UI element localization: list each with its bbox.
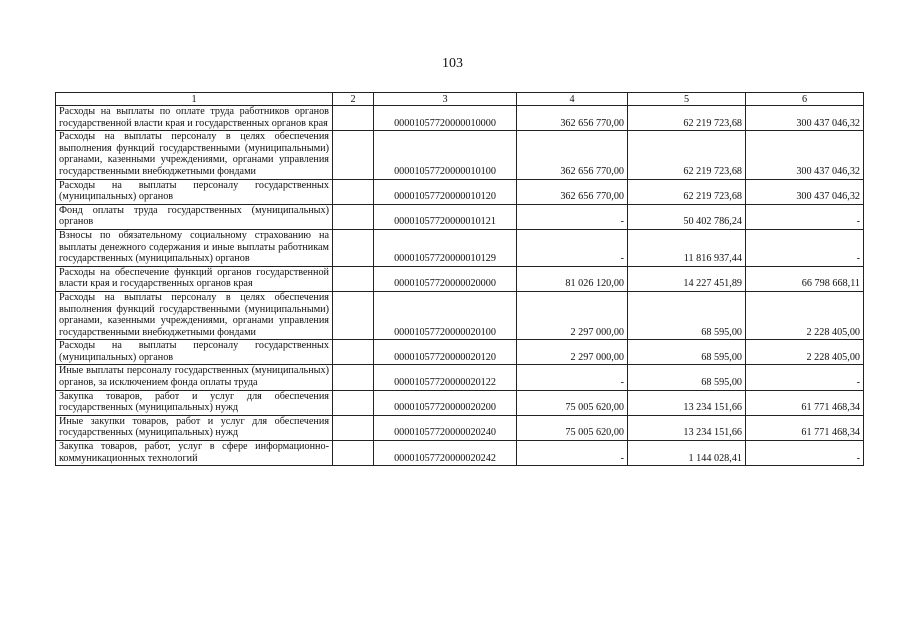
row-col4-cell: 362 656 770,00 — [517, 106, 628, 131]
row-col5-cell: 62 219 723,68 — [628, 131, 746, 179]
row-col2-cell — [333, 365, 374, 390]
header-cell-3: 3 — [374, 93, 517, 106]
row-name-cell: Иные выплаты персоналу государственных (муниципальных) органов, за исключением фонда оплаты труда — [56, 365, 333, 390]
header-cell-5: 5 — [628, 93, 746, 106]
row-name-cell: Расходы на выплаты персоналу в целях обеспечения выполнения функций государственными (муниципальными) органами, казенными учреждениями, органами управления государственными внебюджетными фондами — [56, 131, 333, 179]
row-col6-cell: 2 228 405,00 — [746, 340, 864, 365]
table-row — [56, 365, 864, 390]
row-name-cell: Расходы на выплаты персоналу государственных (муниципальных) органов — [56, 340, 333, 365]
row-col2-cell — [333, 390, 374, 415]
table-row — [56, 204, 864, 229]
row-col4-cell: 75 005 620,00 — [517, 390, 628, 415]
row-code-cell: 00001057720000010120 — [374, 179, 517, 204]
row-col4-cell: 75 005 620,00 — [517, 415, 628, 440]
row-col2-cell — [333, 441, 374, 466]
row-col4-cell: - — [517, 365, 628, 390]
row-col5-cell: 62 219 723,68 — [628, 179, 746, 204]
table-row — [56, 229, 864, 266]
row-name-cell: Фонд оплаты труда государственных (муниципальных) органов — [56, 204, 333, 229]
table-row — [56, 106, 864, 131]
row-code-cell: 00001057720000020122 — [374, 365, 517, 390]
row-col5-cell: 13 234 151,66 — [628, 390, 746, 415]
row-code-cell: 00001057720000010129 — [374, 229, 517, 266]
header-cell-6: 6 — [746, 93, 864, 106]
row-code-cell: 00001057720000020240 — [374, 415, 517, 440]
table-row — [56, 131, 864, 179]
row-code-cell: 00001057720000010100 — [374, 131, 517, 179]
row-code-cell: 00001057720000020000 — [374, 266, 517, 291]
table-row — [56, 266, 864, 291]
row-col6-cell: 61 771 468,34 — [746, 415, 864, 440]
row-col5-cell: 11 816 937,44 — [628, 229, 746, 266]
row-col2-cell — [333, 291, 374, 339]
row-col6-cell: - — [746, 441, 864, 466]
table-row — [56, 441, 864, 466]
row-col4-cell: - — [517, 204, 628, 229]
row-name-cell: Расходы на выплаты персоналу в целях обеспечения выполнения функций государственными (муниципальными) органами, казенными учреждениями, органами управления государственными внебюджетными фондами — [56, 291, 333, 339]
table-row — [56, 390, 864, 415]
row-col4-cell: - — [517, 441, 628, 466]
row-col5-cell: 68 595,00 — [628, 340, 746, 365]
row-code-cell: 00001057720000020120 — [374, 340, 517, 365]
row-col5-cell: 14 227 451,89 — [628, 266, 746, 291]
row-col6-cell: 300 437 046,32 — [746, 131, 864, 179]
row-col2-cell — [333, 106, 374, 131]
table-row — [56, 415, 864, 440]
header-cell-4: 4 — [517, 93, 628, 106]
row-col5-cell: 68 595,00 — [628, 291, 746, 339]
row-col2-cell — [333, 340, 374, 365]
row-col4-cell: 2 297 000,00 — [517, 291, 628, 339]
row-col5-cell: 62 219 723,68 — [628, 106, 746, 131]
row-code-cell: 00001057720000010121 — [374, 204, 517, 229]
row-col2-cell — [333, 266, 374, 291]
table-row — [56, 179, 864, 204]
row-name-cell: Расходы на выплаты по оплате труда работников органов государственной власти края и государственных органов края — [56, 106, 333, 131]
row-col6-cell: 66 798 668,11 — [746, 266, 864, 291]
row-name-cell: Иные закупки товаров, работ и услуг для обеспечения государственных (муниципальных) нужд — [56, 415, 333, 440]
row-col6-cell: 61 771 468,34 — [746, 390, 864, 415]
row-code-cell: 00001057720000020242 — [374, 441, 517, 466]
row-col2-cell — [333, 229, 374, 266]
table-row — [56, 340, 864, 365]
row-code-cell: 00001057720000010000 — [374, 106, 517, 131]
row-col6-cell: 300 437 046,32 — [746, 179, 864, 204]
row-col2-cell — [333, 179, 374, 204]
row-col5-cell: 13 234 151,66 — [628, 415, 746, 440]
row-col4-cell: 362 656 770,00 — [517, 131, 628, 179]
row-col4-cell: 81 026 120,00 — [517, 266, 628, 291]
row-name-cell: Закупка товаров, работ и услуг для обеспечения государственных (муниципальных) нужд — [56, 390, 333, 415]
row-name-cell: Расходы на выплаты персоналу государственных (муниципальных) органов — [56, 179, 333, 204]
row-col5-cell: 68 595,00 — [628, 365, 746, 390]
row-col4-cell: - — [517, 229, 628, 266]
row-col6-cell: - — [746, 365, 864, 390]
row-col6-cell: - — [746, 229, 864, 266]
row-code-cell: 00001057720000020100 — [374, 291, 517, 339]
row-col4-cell: 2 297 000,00 — [517, 340, 628, 365]
row-col2-cell — [333, 204, 374, 229]
header-row — [56, 93, 864, 106]
row-code-cell: 00001057720000020200 — [374, 390, 517, 415]
page-number: 103 — [442, 56, 463, 71]
budget-table — [55, 92, 864, 466]
row-col6-cell: 300 437 046,32 — [746, 106, 864, 131]
row-col5-cell: 1 144 028,41 — [628, 441, 746, 466]
header-cell-1: 1 — [56, 93, 333, 106]
row-col6-cell: - — [746, 204, 864, 229]
row-col2-cell — [333, 415, 374, 440]
row-name-cell: Расходы на обеспечение функций органов государственной власти края и государственных органов края — [56, 266, 333, 291]
row-col2-cell — [333, 131, 374, 179]
row-col5-cell: 50 402 786,24 — [628, 204, 746, 229]
row-col4-cell: 362 656 770,00 — [517, 179, 628, 204]
row-name-cell: Закупка товаров, работ, услуг в сфере информационно-коммуникационных технологий — [56, 441, 333, 466]
row-name-cell: Взносы по обязательному социальному страхованию на выплаты денежного содержания и иные выплаты работникам государственных (муниципальных) органов — [56, 229, 333, 266]
header-cell-2: 2 — [333, 93, 374, 106]
table-row — [56, 291, 864, 339]
row-col6-cell: 2 228 405,00 — [746, 291, 864, 339]
